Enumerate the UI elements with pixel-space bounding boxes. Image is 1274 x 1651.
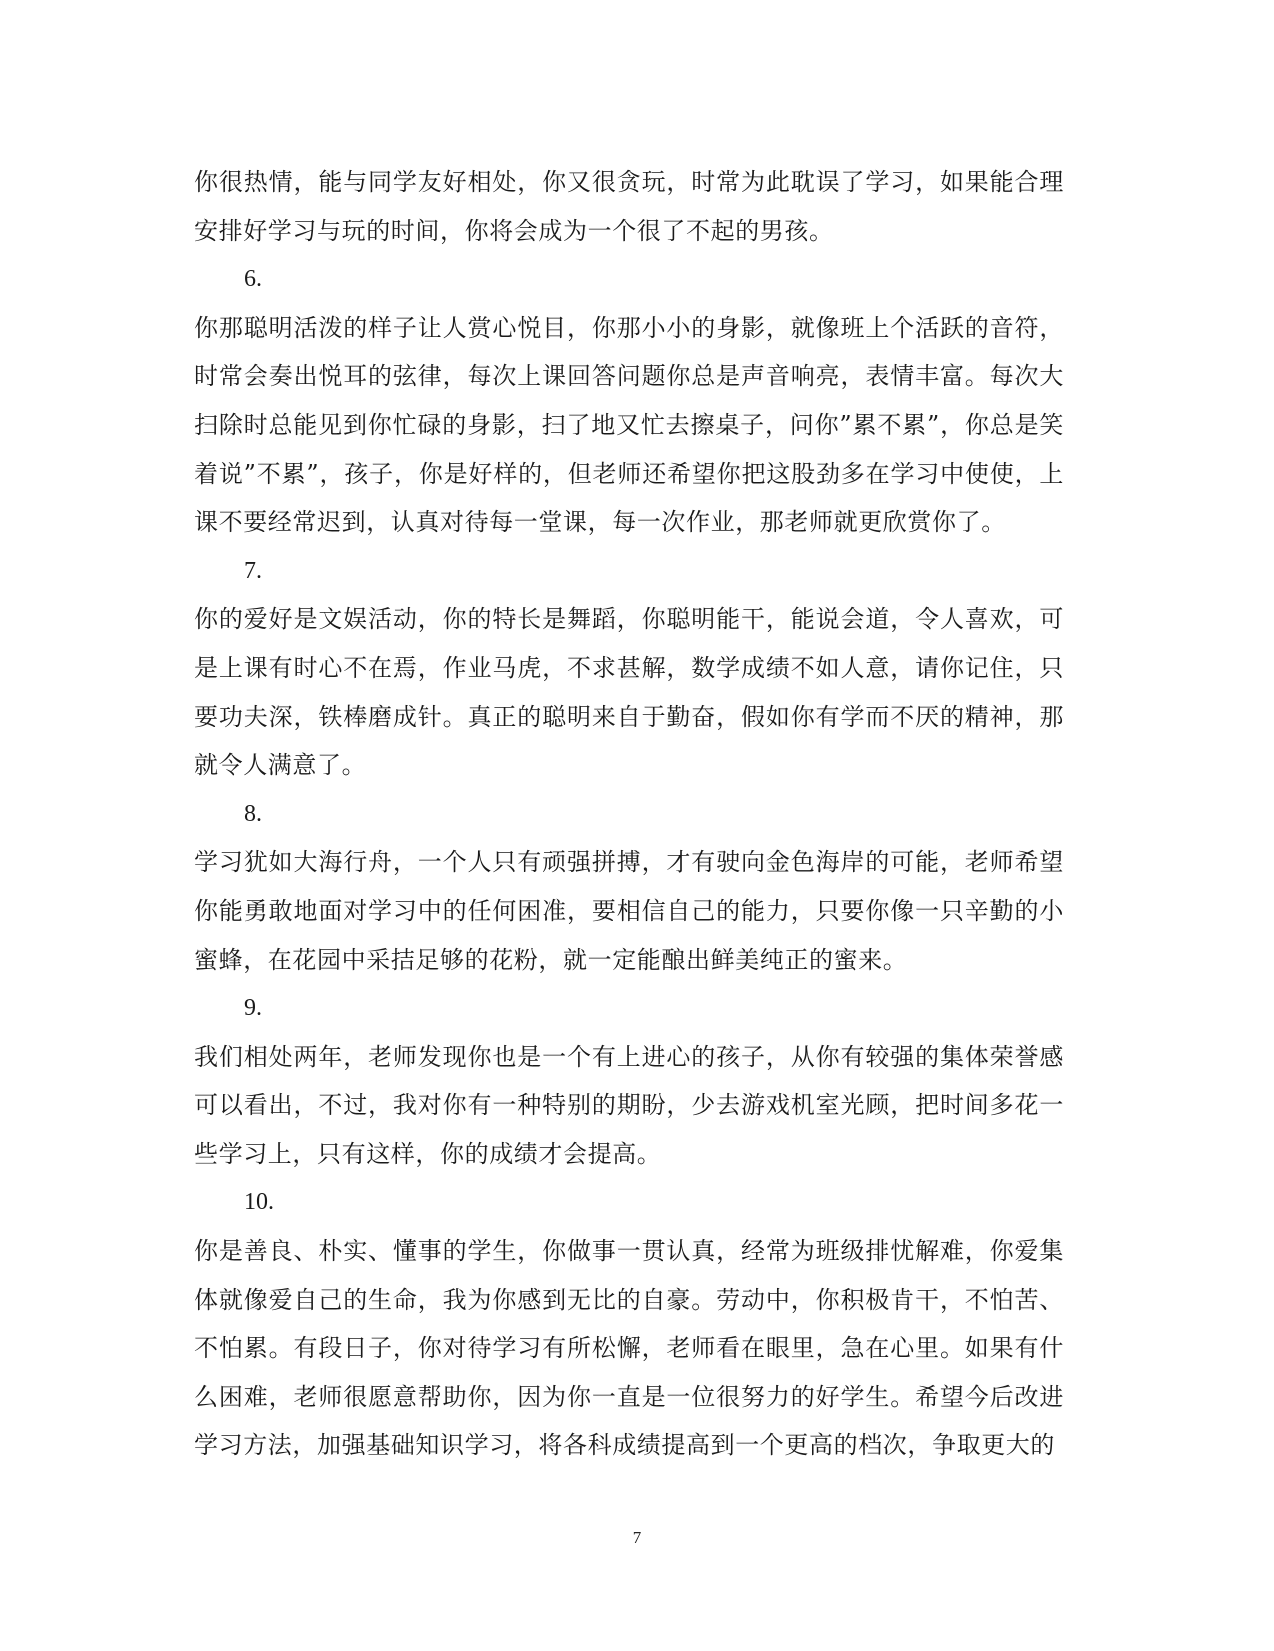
comment-paragraph: 你很热情，能与同学友好相处，你又很贪玩，时常为此耽误了学习，如果能合理安排好学习与玩的时间，你将会成为一个很了不起的男孩。 <box>194 168 1064 245</box>
comment-paragraph: 你的爱好是文娱活动，你的特长是舞蹈，你聪明能干，能说会道，令人喜欢，可是上课有时心不在焉，作业马虎，不求甚解，数学成绩不如人意，请你记住，只要功夫深，铁棒磨成针。真正的聪明来自于勤奋，假如你有学而不厌的精神，那就令人满意了。 <box>194 605 1064 780</box>
document-body <box>194 158 1064 1470</box>
comment-paragraph: 你是善良、朴实、懂事的学生，你做事一贯认真，经常为班级排忧解难，你爱集体就像爱自己的生命，我为你感到无比的自豪。劳动中，你积极肯干，不怕苦、不怕累。有段日子，你对待学习有所松懈，老师看在眼里，急在心里。如果有什么困难，老师很愿意帮助你，因为你一直是一位很努力的好学生。希望今后改进学习方法，加强基础知识学习，将各科成绩提高到一个更高的档次，争取更大的 <box>194 1237 1064 1460</box>
item-number: 9. <box>244 995 262 1022</box>
comment-paragraph: 学习犹如大海行舟，一个人只有顽强拼搏，才有驶向金色海岸的可能，老师希望你能勇敢地面对学习中的任何困准，要相信自己的能力，只要你像一只辛勤的小蜜蜂，在花园中采拮足够的花粉，就一定能酿出鲜美纯正的蜜来。 <box>194 848 1064 974</box>
comment-paragraph: 我们相处两年，老师发现你也是一个有上进心的孩子，从你有较强的集体荣誉感可以看出，不过，我对你有一种特别的期盼，少去游戏机室光顾，把时间多花一些学习上，只有这样，你的成绩才会提高。 <box>194 1042 1064 1168</box>
item-number: 10. <box>244 1189 274 1216</box>
item-number: 7. <box>244 557 262 584</box>
item-number: 8. <box>244 800 262 827</box>
item-number: 6. <box>244 266 262 293</box>
page-number: 7 <box>632 1528 642 1547</box>
comment-paragraph: 你那聪明活泼的样子让人赏心悦目，你那小小的身影，就像班上个活跃的音符，时常会奏出悦耳的弦律，每次上课回答问题你总是声音响亮，表情丰富。每次大扫除时总能见到你忙碌的身影，扫了地又忙去擦桌子，问你”累不累”，你总是笑着说”不累”，孩子，你是好样的，但老师还希望你把这股劲多在学习中使使，上课不要经常迟到，认真对待每一堂课，每一次作业，那老师就更欣赏你了。 <box>194 313 1064 537</box>
